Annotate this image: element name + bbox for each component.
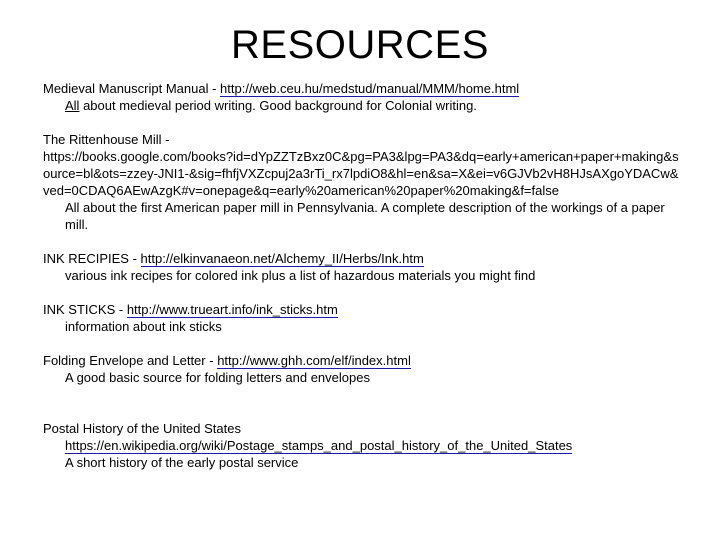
resource-header <box>43 301 683 318</box>
resource-header <box>43 420 683 437</box>
resource-description-text: about medieval period writing. Good background for Colonial writing. <box>83 98 477 113</box>
resource-name: INK RECIPIES - <box>43 251 137 266</box>
resource-entry-ink-sticks <box>43 301 683 335</box>
resource-link[interactable]: http://www.trueart.info/ink_sticks.htm <box>126 302 338 317</box>
resource-description: All about the first American paper mill in Pennsylvania. A complete description of the workings of a paper mill. <box>65 200 665 232</box>
resource-list <box>43 80 683 471</box>
resource-name: INK STICKS - <box>43 302 124 317</box>
resource-description-emphasis: All <box>65 98 80 113</box>
resource-link[interactable]: http://web.ceu.hu/medstud/manual/MMM/home.html <box>220 81 520 96</box>
resource-name: Postal History of the United States <box>43 421 241 436</box>
resource-description <box>43 97 683 114</box>
resource-description: information about ink sticks <box>65 319 222 334</box>
resource-entry-rittenhouse-mill <box>43 131 683 233</box>
resource-description: A short history of the early postal service <box>65 455 299 470</box>
resource-link[interactable]: https://books.google.com/books?id=dYpZZTzBxz0C&pg=PA3&lpg=PA3&dq=early+american+paper+making&source=bl&ots=zzey-JNI1-&sig=fhfjVXZcpuj2a3rTi_rx7lpdiO8&hl=en&sa=X&ei=v6GJVb2vH8HJsAXgoYDACw&ved=0CDAQ6AEwAzgK#v=onepage&q=early%20american%20paper%20making&f=false <box>43 149 679 198</box>
resource-header <box>43 352 683 369</box>
resource-entry-folding-envelope <box>43 352 683 386</box>
resource-link[interactable]: http://elkinvanaeon.net/Alchemy_II/Herbs/Ink.htm <box>140 251 424 266</box>
resource-entry-medieval-manual <box>43 80 683 114</box>
resource-link[interactable]: https://en.wikipedia.org/wiki/Postage_stamps_and_postal_history_of_the_United_States <box>65 438 573 453</box>
resource-name: Folding Envelope and Letter - <box>43 353 214 368</box>
resource-name: The Rittenhouse Mill - <box>43 132 170 147</box>
resource-description: various ink recipes for colored ink plus a list of hazardous materials you might find <box>65 268 536 283</box>
resource-entry-postal-history <box>43 420 683 471</box>
resource-link-wrapper <box>43 437 683 454</box>
resource-entry-ink-recipes <box>43 250 683 284</box>
resource-name: Medieval Manuscript Manual - <box>43 81 217 96</box>
resource-header <box>43 80 683 97</box>
resource-header <box>43 131 683 148</box>
page-title: RESOURCES <box>231 23 489 67</box>
resource-link[interactable]: http://www.ghh.com/elf/index.html <box>217 353 411 368</box>
resource-header <box>43 250 683 267</box>
resource-description: A good basic source for folding letters and envelopes <box>65 370 370 385</box>
